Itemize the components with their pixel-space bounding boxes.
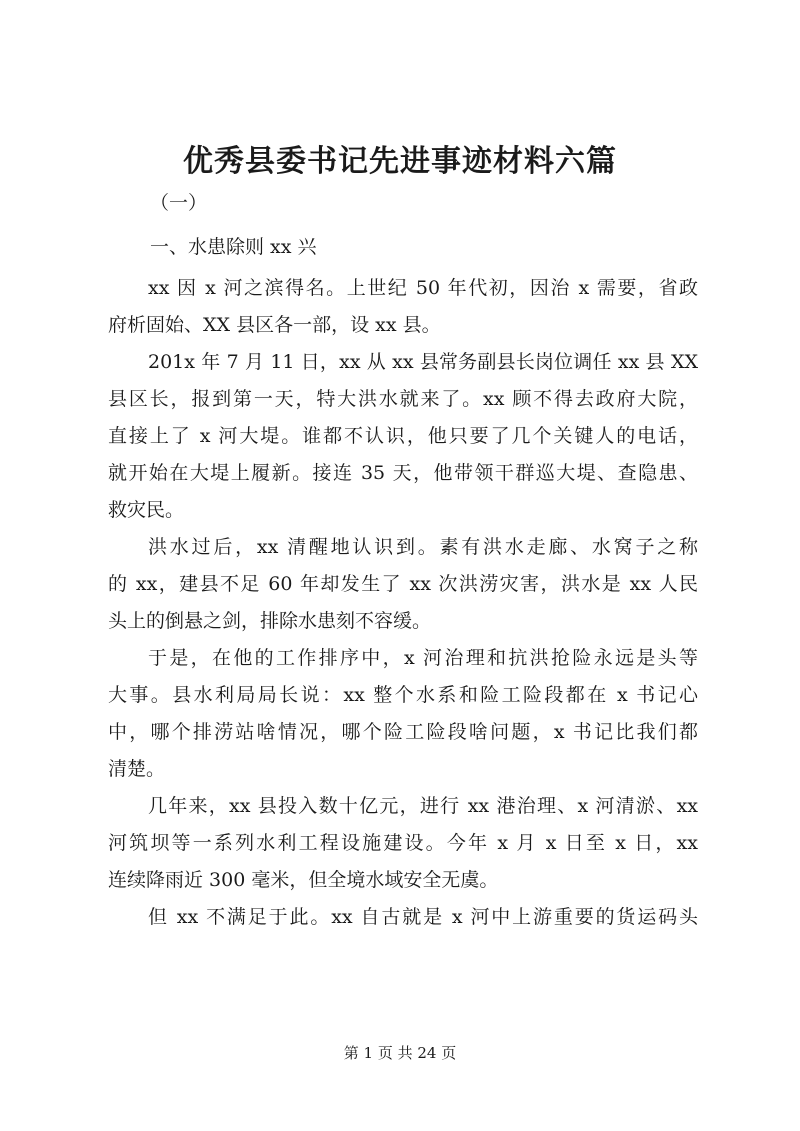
paragraph xyxy=(108,788,698,899)
text-line: 但 xx 不满足于此。xx 自古就是 x 河中上游重要的货运码头 xyxy=(148,906,698,928)
paragraph xyxy=(108,640,698,788)
page-footer: 第 1 页 共 24 页 xyxy=(343,1044,457,1062)
text-line: 河筑坝等一系列水利工程设施建设。今年 x 月 x 日至 x 日，xx xyxy=(108,832,698,854)
text-line: 就开始在大堤上履新。接连 35 天，他带领干群巡大堤、查隐患、 xyxy=(108,462,698,484)
body-text xyxy=(108,270,698,936)
text-line: 大事。县水利局局长说：xx 整个水系和险工险段都在 x 书记心 xyxy=(108,684,698,706)
section-heading: 一、水患除则 xx 兴 xyxy=(150,236,317,258)
text-line: 201x 年 7 月 11 日，xx 从 xx 县常务副县长岗位调任 xx 县 XX xyxy=(148,351,698,373)
text-line: 洪水过后，xx 清醒地认识到。素有洪水走廊、水窝子之称 xyxy=(148,536,698,558)
text-line: 县区长，报到第一天，特大洪水就来了。xx 顾不得去政府大院， xyxy=(108,388,698,410)
text-line: 头上的倒悬之剑，排除水患刻不容缓。 xyxy=(108,610,432,632)
text-line: 中，哪个排涝站啥情况，哪个险工险段啥问题，x 书记比我们都 xyxy=(108,721,698,743)
text-line: 直接上了 x 河大堤。谁都不认识，他只要了几个关键人的电话， xyxy=(108,425,698,447)
text-line: 救灾民。 xyxy=(108,499,185,521)
text-line: 几年来，xx 县投入数十亿元，进行 xx 港治理、x 河清淤、xx xyxy=(148,795,698,817)
text-line: 于是，在他的工作排序中，x 河治理和抗洪抢险永远是头等 xyxy=(148,647,698,669)
section-marker: （一） xyxy=(150,192,208,214)
paragraph xyxy=(108,529,698,640)
text-line: 府析固始、XX 县区各一部，设 xx 县。 xyxy=(108,314,441,336)
document-title: 优秀县委书记先进事迹材料六篇 xyxy=(183,144,617,179)
text-line: 的 xx，建县不足 60 年却发生了 xx 次洪涝灾害，洪水是 xx 人民 xyxy=(108,573,698,595)
text-line: 连续降雨近 300 毫米，但全境水域安全无虞。 xyxy=(108,869,499,891)
text-line: xx 因 x 河之滨得名。上世纪 50 年代初，因治 x 需要，省政 xyxy=(148,277,698,299)
paragraph xyxy=(108,899,698,936)
text-line: 清楚。 xyxy=(108,758,166,780)
paragraph xyxy=(108,270,698,344)
paragraph xyxy=(108,344,698,529)
